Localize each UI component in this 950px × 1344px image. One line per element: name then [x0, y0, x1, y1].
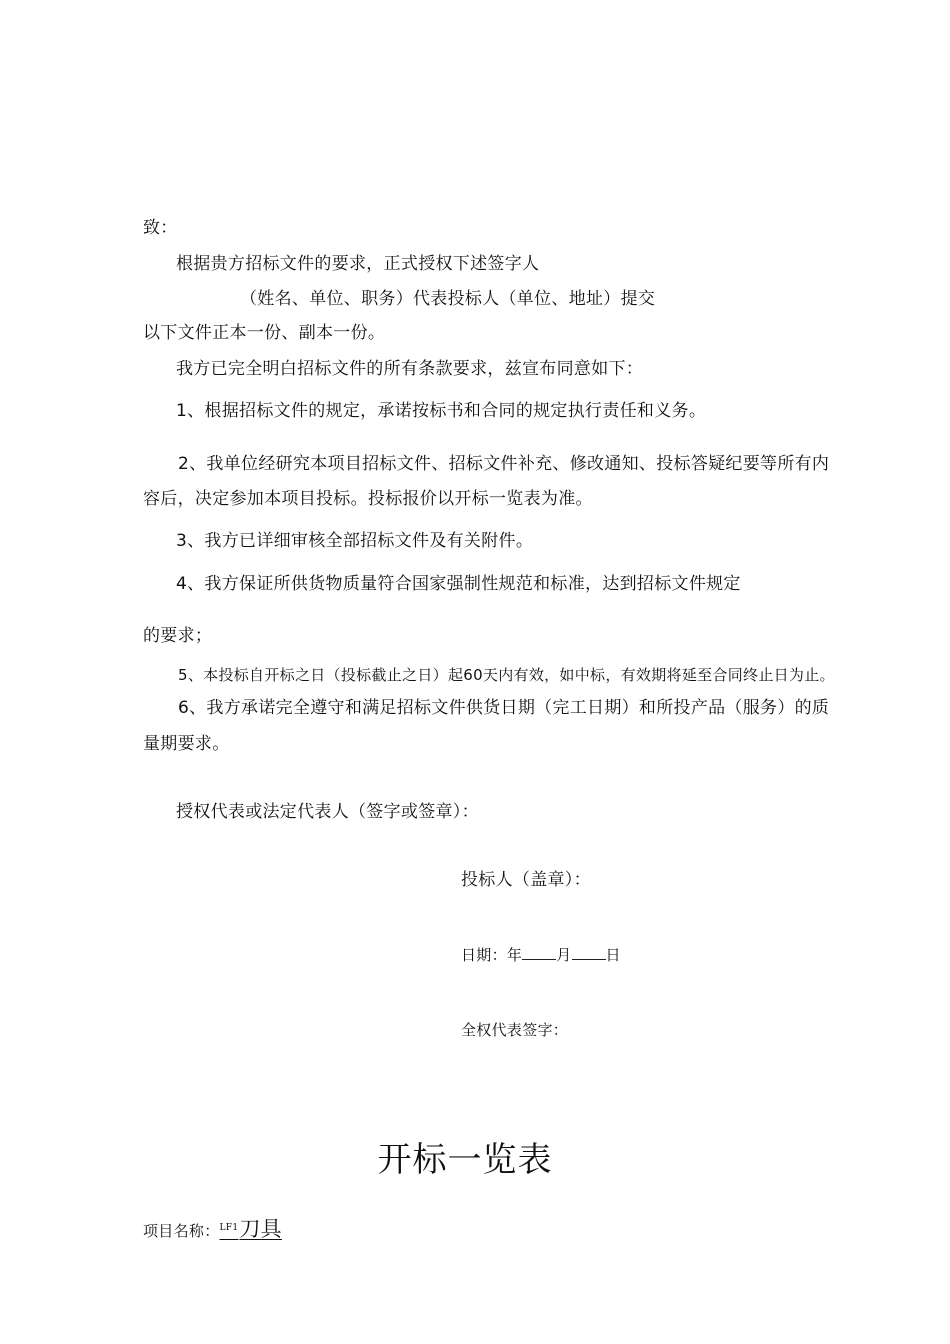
clause-4-line-1: 4、我方保证所供货物质量符合国家强制性规范和标准，达到招标文件规定	[176, 574, 741, 594]
clause-2-line-2: 容后，决定参加本项目投标。投标报价以开标一览表为准。	[143, 489, 593, 509]
project-name-value: 刀具	[239, 1217, 282, 1241]
salutation: 致：	[143, 218, 178, 238]
intro-line-1: 根据贵方招标文件的要求，正式授权下述签字人	[176, 254, 540, 274]
month-blank	[522, 945, 556, 960]
clause-6-line-2: 量期要求。	[143, 734, 230, 754]
bidder-seal-label: 投标人（盖章）：	[461, 870, 591, 890]
intro-line-2: （姓名、单位、职务）代表投标人（单位、地址）提交	[240, 289, 656, 309]
declaration: 我方已完全明白招标文件的所有条款要求，兹宣布同意如下：	[176, 359, 644, 379]
bid-opening-title: 开标一览表	[377, 1140, 553, 1180]
clause-5: 5、本投标自开标之日（投标截止之日）起60天内有效，如中标，有效期将延至合同终止日为止。	[178, 666, 835, 684]
date-day: 日	[605, 946, 621, 964]
authorized-rep-label: 授权代表或法定代表人（签字或签章）：	[176, 802, 479, 822]
clause-2-line-1: 2、我单位经研究本项目招标文件、招标文件补充、修改通知、投标答疑纪要等所有内	[178, 454, 830, 474]
intro-line-3: 以下文件正本一份、副本一份。	[143, 323, 386, 343]
clause-1: 1、根据招标文件的规定，承诺按标书和合同的规定执行责任和义务。	[176, 401, 707, 421]
clause-3: 3、我方已详细审核全部招标文件及有关附件。	[176, 531, 534, 551]
clause-4-line-2: 的要求；	[143, 626, 213, 646]
project-name-label: 项目名称：	[143, 1222, 220, 1240]
project-code: LF1	[219, 1223, 239, 1233]
clause-6-line-1: 6、我方承诺完全遵守和满足招标文件供货日期（完工日期）和所投产品（服务）的质	[178, 698, 830, 718]
project-name-value-wrap	[219, 1217, 282, 1241]
date-year: 年	[506, 946, 523, 964]
day-blank	[572, 945, 606, 960]
date-label: 日期：	[461, 946, 507, 964]
full-rep-sign-label: 全权代表签字：	[461, 1021, 569, 1039]
date-line	[461, 944, 621, 966]
date-month: 月	[556, 946, 572, 964]
project-name-line	[143, 1217, 282, 1242]
